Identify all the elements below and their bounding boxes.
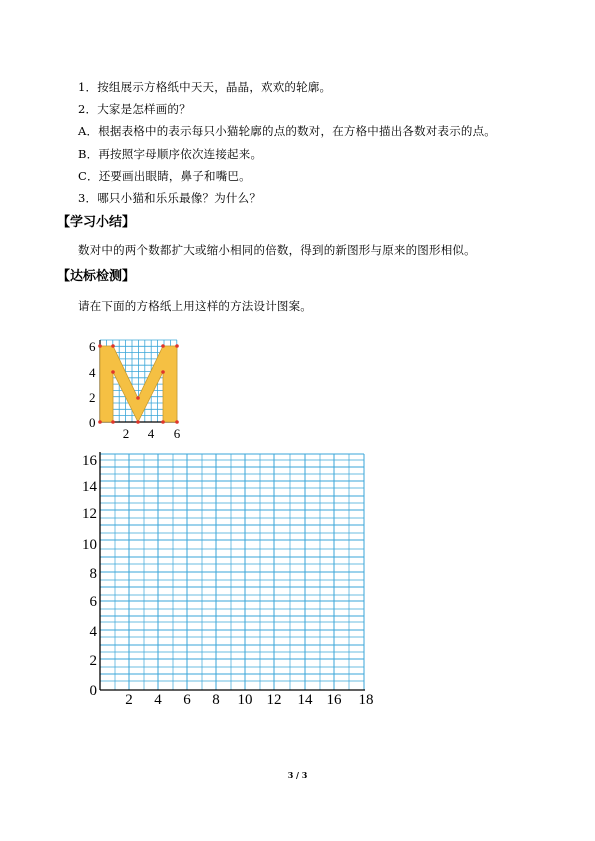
m-vertex-point (111, 420, 115, 424)
large-x-label-4: 4 (154, 692, 162, 708)
m-vertex-point (161, 370, 165, 374)
step-3: 3．哪只小猫和乐乐最像？为什么？ (78, 191, 262, 205)
m-shape (100, 346, 177, 422)
large-grid-y-labels (82, 453, 98, 699)
large-y-label-12: 12 (82, 506, 97, 522)
step-2c: C．还要画出眼睛，鼻子和嘴巴。 (78, 169, 251, 183)
small-y-label-2: 2 (89, 390, 96, 405)
large-x-label-16: 16 (326, 692, 342, 708)
step-2b: B．再按照字母顺序依次连接起来。 (78, 147, 263, 161)
large-y-label-10: 10 (82, 537, 97, 553)
small-grid-lines (99, 340, 178, 423)
large-y-label-0: 0 (89, 683, 97, 699)
page-number: 3 / 3 (287, 770, 308, 780)
small-y-label-6: 6 (89, 339, 96, 354)
summary-text: 数对中的两个数都扩大或缩小相同的倍数，得到的新图形与原来的图形相似。 (78, 243, 476, 257)
m-vertex-point (98, 344, 102, 348)
large-y-label-6: 6 (89, 594, 97, 610)
small-grid-x-labels (123, 426, 181, 441)
test-heading: 【达标检测】 (57, 269, 136, 284)
large-y-label-8: 8 (89, 566, 97, 582)
m-points (98, 344, 179, 424)
m-vertex-point (111, 370, 115, 374)
large-y-label-14: 14 (82, 479, 97, 495)
m-vertex-point (175, 420, 179, 424)
large-x-label-18: 18 (358, 692, 374, 708)
m-vertex-point (175, 344, 179, 348)
m-vertex-point (161, 344, 165, 348)
m-vertex-point (111, 344, 115, 348)
large-x-label-10: 10 (237, 692, 253, 708)
m-vertex-point (136, 396, 140, 400)
m-vertex-point (161, 420, 165, 424)
large-grid-lines (100, 452, 365, 690)
step-1: 1．按组展示方格纸中天天，晶晶，欢欢的轮廓。 (78, 80, 332, 94)
step-2: 2．大家是怎样画的？ (78, 102, 191, 116)
test-instruction: 请在下面的方格纸上用这样的方法设计图案。 (78, 299, 312, 313)
small-y-label-4: 4 (89, 365, 96, 380)
large-y-label-16: 16 (82, 453, 97, 469)
summary-heading: 【学习小结】 (57, 215, 136, 230)
small-x-label-2: 2 (122, 426, 130, 441)
small-grid-y-labels (89, 339, 96, 430)
step-2a: A．根据表格中的表示每只小猫轮廓的点的数对，在方格中描出各数对表示的点。 (78, 124, 497, 138)
large-x-label-2: 2 (125, 692, 133, 708)
large-x-label-12: 12 (266, 692, 282, 708)
small-x-label-6: 6 (173, 426, 181, 441)
m-vertex-point (136, 420, 140, 424)
large-y-label-2: 2 (89, 653, 97, 669)
large-grid-x-labels (125, 692, 373, 708)
m-vertex-point (98, 420, 102, 424)
small-x-label-4: 4 (147, 426, 155, 441)
large-x-label-8: 8 (212, 692, 220, 708)
large-x-label-6: 6 (183, 692, 191, 708)
large-y-label-4: 4 (89, 624, 97, 640)
large-x-label-14: 14 (297, 692, 313, 708)
small-y-label-0: 0 (89, 415, 96, 430)
